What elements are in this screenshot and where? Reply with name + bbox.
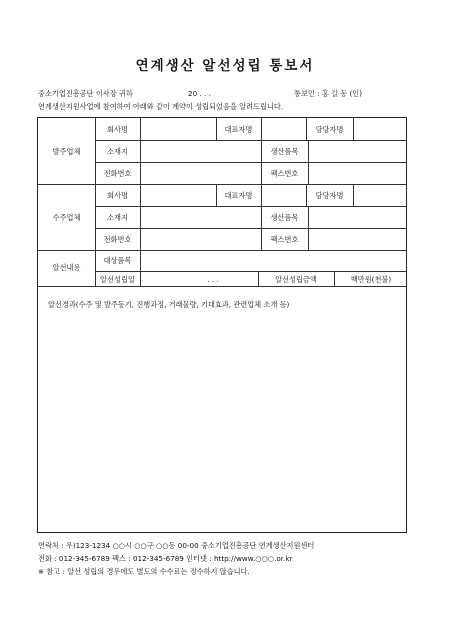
- receiving-section-label: 수주업체: [52, 213, 81, 222]
- receiving-ceo-field[interactable]: [262, 185, 305, 205]
- ordering-company-field[interactable]: [141, 119, 215, 139]
- mediation-date-label: 알선성립일: [100, 275, 135, 284]
- footer-note: ※ 참고 : 알선 성립의 경우에도 별도의 수수료는 징수하지 않습니다.: [38, 567, 250, 576]
- ordering-section-label: 발주업체: [52, 147, 81, 156]
- mediation-item-field[interactable]: [141, 251, 406, 270]
- ordering-phone-label: 전화번호: [103, 169, 132, 178]
- intro-text: 연계생산지원사업에 참여하여 아래와 같이 계약이 성립되었음을 알려드립니다.: [38, 102, 284, 111]
- receiving-company-label: 회사명: [107, 191, 128, 200]
- mediation-item-label: 대상품목: [103, 256, 132, 265]
- details-field[interactable]: [39, 314, 405, 530]
- ordering-product-field[interactable]: [309, 141, 406, 161]
- mediation-date-field[interactable]: . . .: [207, 275, 219, 284]
- receiving-product-label: 생산품목: [270, 213, 299, 222]
- footer-phones: 전화 : 012-345-6789 팩스 : 012-345-6789 인터넷 : http://www.○○○.or.kr: [38, 554, 293, 563]
- receiving-manager-label: 담당자명: [315, 191, 344, 200]
- report-form: [37, 117, 407, 533]
- footer-contact: 연락처 : 우)123-1234 ○○시 ○○구 ○○동 00-00 중소기업진흥공단 연계생산지원센터: [38, 541, 315, 550]
- mediation-amount-label: 알선성립금액: [275, 275, 317, 284]
- receiving-company-field[interactable]: [141, 185, 215, 205]
- receiving-fax-field[interactable]: [309, 229, 406, 249]
- ordering-manager-label: 담당자명: [315, 125, 344, 134]
- details-label: 알선경과(수주 및 발주동기, 진행과정, 거래물량, 기대효과, 관련업체 소개 등): [48, 300, 290, 309]
- ordering-ceo-field[interactable]: [262, 119, 305, 139]
- ordering-phone-field[interactable]: [141, 163, 260, 183]
- ordering-fax-field[interactable]: [309, 163, 406, 183]
- page-title: 연계생산 알선성립 통보서: [135, 58, 315, 74]
- receiving-address-label: 소재지: [107, 213, 128, 222]
- receiving-phone-label: 전화번호: [103, 235, 132, 244]
- ordering-address-field[interactable]: [141, 141, 260, 161]
- ordering-product-label: 생산품목: [270, 147, 299, 156]
- receiving-product-field[interactable]: [309, 207, 406, 227]
- ordering-address-label: 소재지: [107, 147, 128, 156]
- receiving-address-field[interactable]: [141, 207, 260, 227]
- mediation-amount-unit[interactable]: 백만원(천불): [350, 275, 392, 284]
- ordering-ceo-label: 대표자명: [224, 125, 253, 134]
- reporter-line: 통보인 : 홍 길 동 (인): [294, 89, 363, 98]
- ordering-company-label: 회사명: [107, 125, 128, 134]
- recipient-line: 중소기업진흥공단 이사장 귀하: [38, 89, 133, 98]
- date-field[interactable]: 20 . . .: [188, 89, 211, 98]
- ordering-manager-field[interactable]: [354, 119, 406, 139]
- receiving-phone-field[interactable]: [141, 229, 260, 249]
- receiving-fax-label: 팩스번호: [270, 235, 299, 244]
- ordering-fax-label: 팩스번호: [270, 169, 299, 178]
- receiving-ceo-label: 대표자명: [224, 191, 253, 200]
- mediation-section-label: 알선내용: [52, 263, 81, 272]
- receiving-manager-field[interactable]: [354, 185, 406, 205]
